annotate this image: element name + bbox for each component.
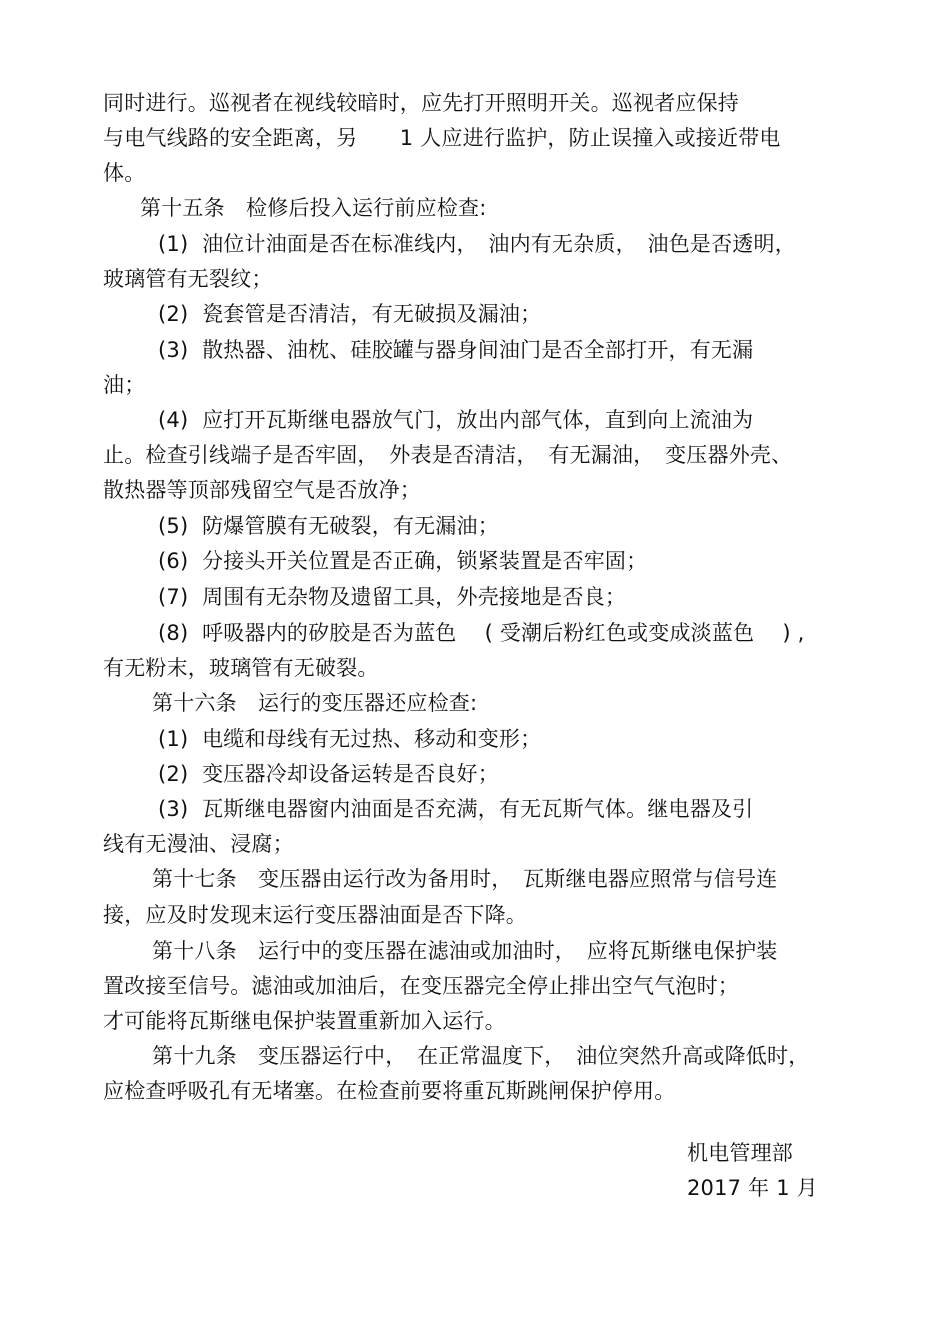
list-item: (1) 电缆和母线有无过热、移动和变形； xyxy=(158,727,542,751)
text-line: 置改接至信号。滤油或加油后，在变压器完全停止排出空气气泡时； xyxy=(103,974,739,998)
list-item: (5) 防爆管膜有无破裂，有无漏油； xyxy=(158,514,499,538)
article-heading: 第十九条 变压器运行中， 在正常温度下， 油位突然升高或降低时， xyxy=(152,1044,810,1068)
list-item: (7) 周围有无杂物及遗留工具，外壳接地是否良； xyxy=(158,585,627,609)
article-heading: 第十七条 变压器由运行改为备用时， 瓦斯继电器应照常与信号连 xyxy=(152,867,778,891)
text-line: 油； xyxy=(103,373,146,397)
signature-department: 机电管理部 xyxy=(687,1141,793,1165)
article-heading: 第十五条 检修后投入运行前应检查: xyxy=(140,196,487,220)
article-heading: 第十六条 运行的变压器还应检查: xyxy=(152,691,478,715)
list-item: (3) 瓦斯继电器窗内油面是否充满，有无瓦斯气体。继电器及引 xyxy=(158,797,754,821)
text-line: 玻璃管有无裂纹； xyxy=(103,267,273,291)
text-line: 同时进行。巡视者在视线较暗时，应先打开照明开关。巡视者应保持 xyxy=(103,91,739,115)
text-line: 止。检查引线端子是否牢固， 外表是否清洁， 有无漏油， 变压器外壳、 xyxy=(103,443,793,467)
text-line: 线有无漫油、浸腐； xyxy=(103,832,294,856)
text-line: 接，应及时发现末运行变压器油面是否下降。 xyxy=(103,903,527,927)
text-line: 才可能将瓦斯继电保护装置重新加入运行。 xyxy=(103,1009,506,1033)
text-line: 有无粉末，玻璃管有无破裂。 xyxy=(103,656,379,680)
list-item: (2) 瓷套管是否清洁，有无破损及漏油； xyxy=(158,302,542,326)
text-line: 应检查呼吸孔有无堵塞。在检查前要将重瓦斯跳闸保护停用。 xyxy=(103,1079,676,1103)
text-line: 体。 xyxy=(103,161,146,185)
text-line: 与电气线路的安全距离，另 1 人应进行监护，防止误撞入或接近带电 xyxy=(103,126,781,150)
article-heading: 第十八条 运行中的变压器在滤油或加油时， 应将瓦斯继电保护装 xyxy=(152,939,778,963)
list-item: (8) 呼吸器内的矽胶是否为蓝色 ( 受潮后粉红色或变成淡蓝色 ) , xyxy=(158,621,805,645)
list-item: (3) 散热器、油枕、硅胶罐与器身间油门是否全部打开，有无漏 xyxy=(158,338,754,362)
list-item: (2) 变压器冷却设备运转是否良好； xyxy=(158,762,499,786)
list-item: (4) 应打开瓦斯继电器放气门，放出内部气体，直到向上流油为 xyxy=(158,408,754,432)
list-item: (6) 分接头开关位置是否正确，锁紧装置是否牢固； xyxy=(158,549,648,573)
list-item: (1) 油位计油面是否在标准线内， 油内有无杂质， 油色是否透明， xyxy=(158,232,796,256)
signature-date: 2017 年 1 月 xyxy=(687,1176,818,1200)
text-line: 散热器等顶部残留空气是否放净； xyxy=(103,478,421,502)
